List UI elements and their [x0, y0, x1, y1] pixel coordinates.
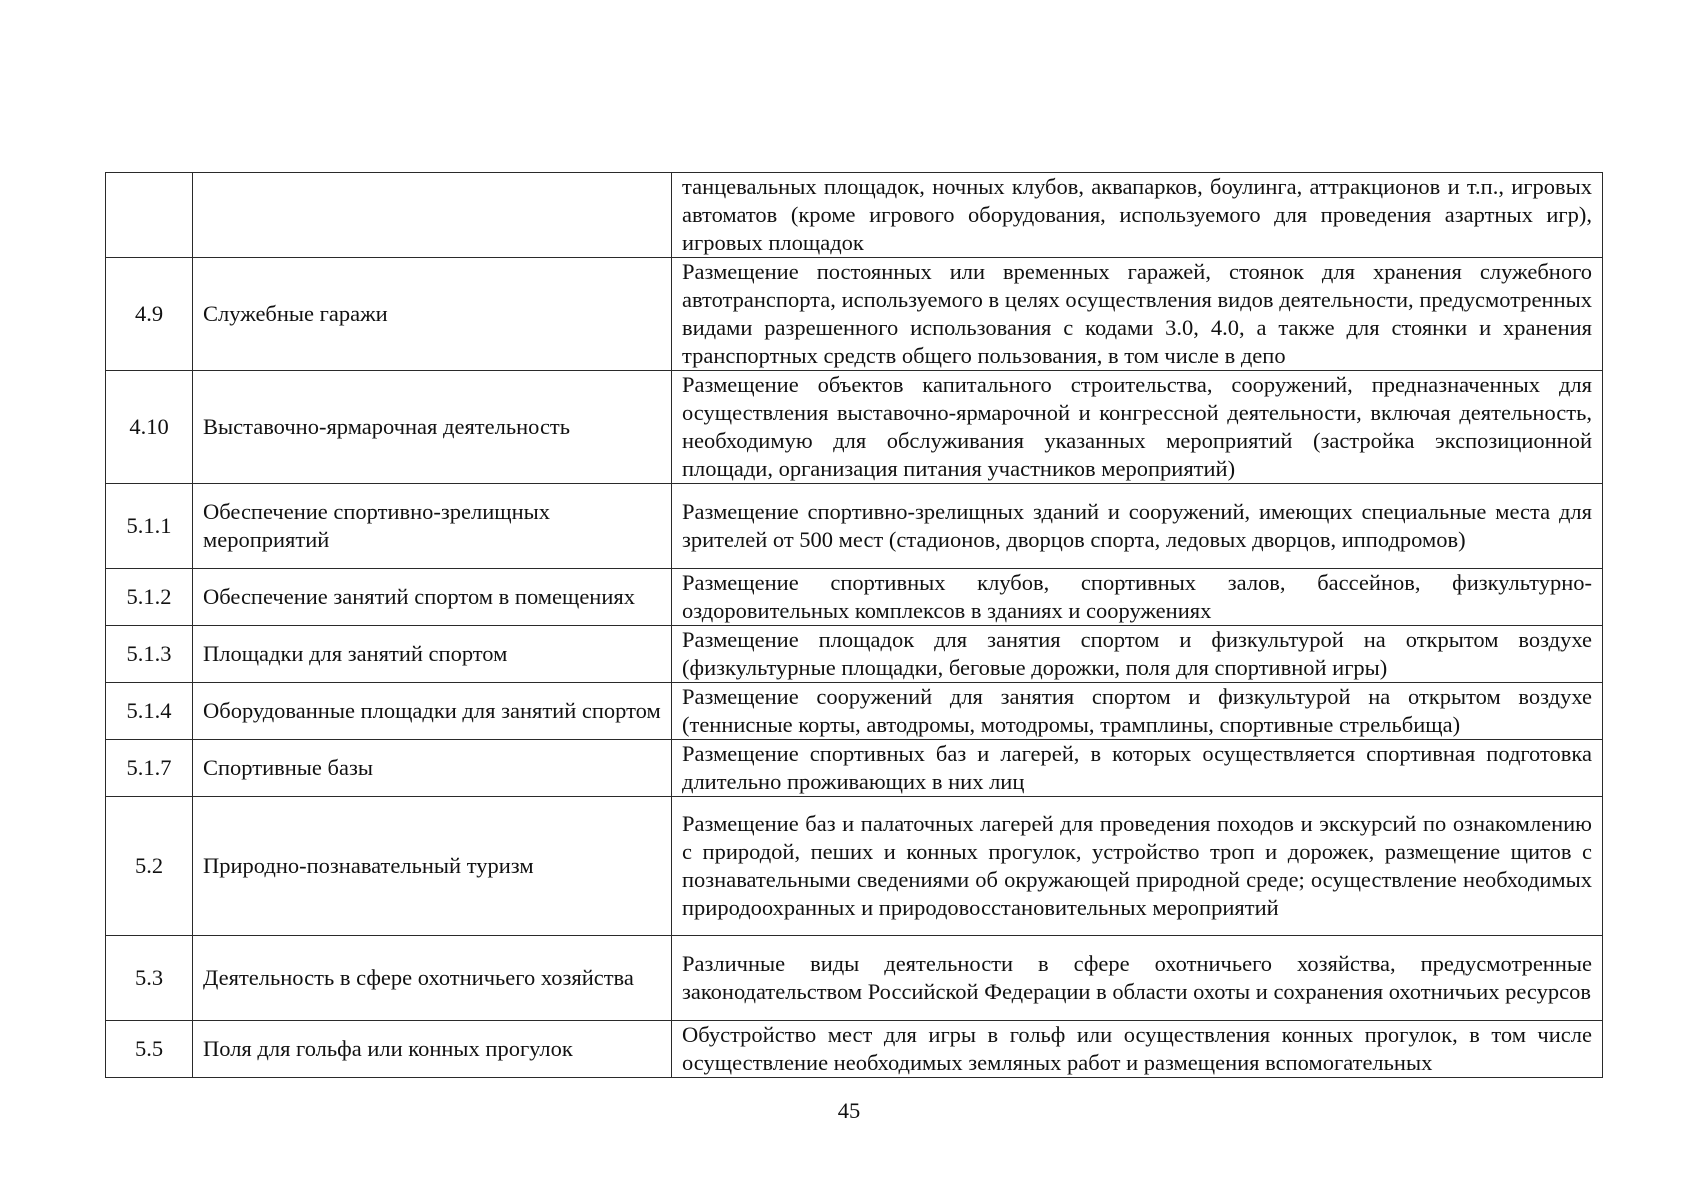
row-description: Размещение спортивных клубов, спортивных залов, бассейнов, физкультурно-оздоровительных комплексов в зданиях и сооружениях [672, 569, 1603, 626]
table-row [106, 173, 1603, 258]
table-row [106, 626, 1603, 683]
row-description: Размещение спортивных баз и лагерей, в которых осуществляется спортивная подготовка длительно проживающих в них лиц [672, 740, 1603, 797]
row-description: Различные виды деятельности в сфере охотничьего хозяйства, предусмотренные законодательством Российской Федерации в области охоты и сохранения охотничьих ресурсов [672, 936, 1603, 1021]
row-code: 5.1.2 [106, 569, 193, 626]
table-row [106, 683, 1603, 740]
row-description: Размещение спортивно-зрелищных зданий и сооружений, имеющих специальные места для зрителей от 500 мест (стадионов, дворцов спорта, ледовых дворцов, ипподромов) [672, 484, 1603, 569]
row-name: Обеспечение спортивно-зрелищных мероприятий [193, 484, 672, 569]
row-code: 4.10 [106, 371, 193, 484]
row-name: Спортивные базы [193, 740, 672, 797]
row-description: Размещение площадок для занятия спортом и физкультурой на открытом воздухе (физкультурные площадки, беговые дорожки, поля для спортивной игры) [672, 626, 1603, 683]
row-code: 5.1.7 [106, 740, 193, 797]
row-name: Служебные гаражи [193, 258, 672, 371]
row-description: Размещение объектов капитального строительства, сооружений, предназначенных для осуществления выставочно-ярмарочной и конгрессной деятельности, включая деятельность, необходимую для обслуживания указанных мероприятий (застройка экспозиционной площади, организация питания участников мероприятий) [672, 371, 1603, 484]
table-row [106, 740, 1603, 797]
row-code: 5.2 [106, 797, 193, 936]
table-row [106, 936, 1603, 1021]
row-name: Деятельность в сфере охотничьего хозяйства [193, 936, 672, 1021]
table-row [106, 258, 1603, 371]
row-description: Обустройство мест для игры в гольф или осуществления конных прогулок, в том числе осуществление необходимых земляных работ и размещения вспомогательных [682, 1022, 1592, 1075]
land-use-table [105, 172, 1603, 1078]
row-code: 5.3 [106, 936, 193, 1021]
row-code: 5.1.4 [106, 683, 193, 740]
row-code [106, 173, 193, 258]
row-name: Оборудованные площадки для занятий спортом [193, 683, 672, 740]
row-name: Природно-познавательный туризм [193, 797, 672, 936]
row-name: Площадки для занятий спортом [193, 626, 672, 683]
row-code: 5.1.1 [106, 484, 193, 569]
row-description: Размещение постоянных или временных гаражей, стоянок для хранения служебного автотранспорта, используемого в целях осуществления видов деятельности, предусмотренных видами разрешенного использования с кодами 3.0, 4.0, а также для стоянки и хранения транспортных средств общего пользования, в том числе в депо [672, 258, 1603, 371]
row-description: Размещение баз и палаточных лагерей для проведения походов и экскурсий по ознакомлению с природой, пеших и конных прогулок, устройство троп и дорожек, размещение щитов с познавательными сведениями об окружающей природной среде; осуществление необходимых природоохранных и природовосстановительных мероприятий [672, 797, 1603, 936]
row-description: Размещение сооружений для занятия спортом и физкультурой на открытом воздухе (теннисные корты, автодромы, мотодромы, трамплины, спортивные стрельбища) [672, 683, 1603, 740]
row-code: 5.1.3 [106, 626, 193, 683]
row-name: Поля для гольфа или конных прогулок [193, 1021, 672, 1078]
row-code: 4.9 [106, 258, 193, 371]
row-name: Обеспечение занятий спортом в помещениях [193, 569, 672, 626]
row-description-cell [672, 1021, 1603, 1078]
table-row [106, 797, 1603, 936]
table-row [106, 569, 1603, 626]
row-name: Выставочно-ярмарочная деятельность [193, 371, 672, 484]
row-name [193, 173, 672, 258]
table-row [106, 371, 1603, 484]
table-row [106, 484, 1603, 569]
row-code: 5.5 [106, 1021, 193, 1078]
page-number: 45 [837, 1098, 861, 1123]
table-row [106, 1021, 1603, 1078]
row-description: танцевальных площадок, ночных клубов, аквапарков, боулинга, аттракционов и т.п., игровых автоматов (кроме игрового оборудования, используемого для проведения азартных игр), игровых площадок [672, 173, 1603, 258]
